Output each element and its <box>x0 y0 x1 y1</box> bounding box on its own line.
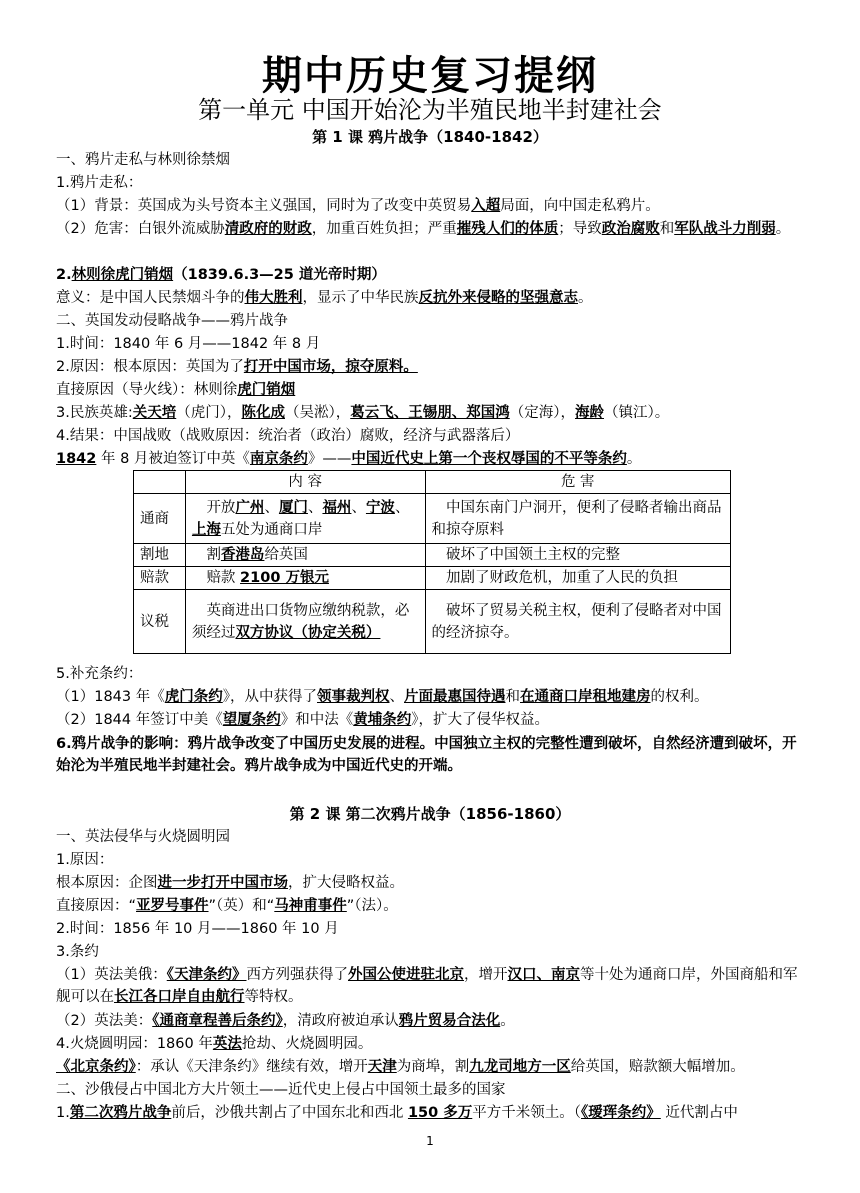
text: ，扩大侵略权益。 <box>288 875 404 891</box>
text: 2. <box>56 267 72 283</box>
text: 、 <box>351 499 366 516</box>
paragraph: 1.原因： <box>56 852 114 868</box>
keyword: 虎门条约 <box>164 689 223 705</box>
keyword: 香港岛 <box>220 547 265 563</box>
keyword: 林则徐虎门销烟 <box>71 267 174 283</box>
text: 、 <box>394 499 410 516</box>
keyword: 反抗外来侵略的坚强意志 <box>418 290 578 306</box>
keyword: 汉口、南京 <box>507 967 580 983</box>
text: 。 <box>626 451 642 467</box>
paragraph <box>56 264 806 286</box>
table-cell: 加剧了财政危机，加重了人民的负担 <box>425 567 730 590</box>
text: 、 <box>389 689 404 705</box>
table-cell: 中国东南门户洞开，便利了侵略者输出商品和掠夺原料 <box>425 494 730 544</box>
keyword: 葛云飞、王锡朋、郑国鸿 <box>350 405 510 421</box>
paragraph <box>56 218 806 240</box>
keyword: 虎门销烟 <box>237 382 296 398</box>
text: 、 <box>264 499 279 516</box>
keyword: 伟大胜利 <box>244 290 303 306</box>
keyword: 中国近代史上第一个丧权辱国的不平等条约 <box>351 451 627 467</box>
text: 根本原因：企图 <box>56 875 158 891</box>
text: ，清政府被迫承认 <box>282 1013 399 1029</box>
section-heading: 一、英法侵华与火烧圆明园 <box>56 829 230 845</box>
paragraph <box>56 686 806 708</box>
text: 年 8 月被迫签订中英《 <box>96 451 250 467</box>
unit-title: 第一单元 中国开始沦为半殖民地半封建社会 <box>198 96 662 124</box>
keyword: 双方协议（协定关税） <box>235 624 381 641</box>
keyword: 《瑷珲条约》 <box>581 1105 661 1121</box>
keyword: 第二次鸦片战争 <box>69 1105 172 1121</box>
paragraph: 4.结果：中国战败（战败原因：统治者（政治）腐败，经济与武器落后） <box>56 428 520 444</box>
text: 》，从中获得了 <box>222 689 317 705</box>
paragraph <box>56 195 806 217</box>
section-heading: 二、沙俄侵占中国北方大片领土——近代史上侵占中国领土最多的国家 <box>56 1082 506 1098</box>
text: ，显示了中华民族 <box>302 290 419 306</box>
table-row <box>134 494 731 544</box>
section-heading: 二、英国发动侵略战争——鸦片战争 <box>56 313 288 329</box>
text: 平方千米领土。（ <box>472 1105 582 1121</box>
keyword: 《天津条约》 <box>166 967 247 983</box>
text: ，加重百姓负担；严重 <box>311 221 457 237</box>
keyword: 2100 万银元 <box>240 570 329 586</box>
table-cell <box>185 590 425 654</box>
keyword: 清政府的财政 <box>224 221 312 237</box>
keyword: 片面最惠国待遇 <box>404 689 506 705</box>
keyword: 上海 <box>191 521 221 538</box>
keyword: 政治腐败 <box>601 221 660 237</box>
table-row <box>134 544 731 567</box>
table-row <box>134 567 731 590</box>
text: 前后，沙俄共割占了中国东北和西北 <box>171 1105 408 1121</box>
keyword: 厦门 <box>278 499 308 516</box>
nanjing-treaty-table <box>133 470 731 654</box>
keyword: 150 多万 <box>407 1105 473 1121</box>
paragraph <box>56 1033 806 1055</box>
text: 抢劫、火烧圆明园。 <box>241 1036 373 1052</box>
text: ：承认《天津条约》继续有效，增开 <box>135 1059 368 1075</box>
text: 西方列强获得了 <box>246 967 348 983</box>
text: 直接原因（导火线）：林则徐 <box>56 382 238 398</box>
table-header-row <box>134 471 731 494</box>
keyword: 黄埔条约 <box>353 712 412 728</box>
text: 局面，向中国走私鸦片。 <box>500 198 660 214</box>
text: ”（法）。 <box>346 898 398 914</box>
keyword: 《北京条约》 <box>56 1059 136 1075</box>
text: 4.火烧圆明园：1860 年 <box>56 1036 213 1052</box>
text: 和 <box>505 689 520 705</box>
paragraph <box>56 356 806 378</box>
text: 近代割占中 <box>660 1105 738 1121</box>
text: ”（英）和“ <box>208 898 275 914</box>
page-number: 1 <box>426 1134 434 1148</box>
keyword: 宁波 <box>365 499 395 516</box>
table-cell: 破坏了中国领土主权的完整 <box>425 544 730 567</box>
text: 。 <box>775 221 791 237</box>
paragraph <box>56 709 806 731</box>
text: 3.民族英雄: <box>56 405 133 421</box>
text: ，增开 <box>463 967 508 983</box>
text: （1839.6.3—25 道光帝时期） <box>173 267 386 283</box>
keyword: 关天培 <box>132 405 177 421</box>
text: （2）危害：白银外流威胁 <box>56 221 225 237</box>
paragraph <box>56 1102 806 1124</box>
paragraph: 1.鸦片走私： <box>56 175 143 191</box>
keyword: 九龙司地方一区 <box>469 1059 571 1075</box>
keyword: 军队战斗力削弱 <box>674 221 776 237</box>
text: 和 <box>659 221 675 237</box>
text: 等十处为通商口岸，外国商船和军舰可以在 <box>56 967 798 1005</box>
paragraph <box>56 1056 806 1078</box>
table-row-label: 议税 <box>134 590 186 654</box>
text: 。 <box>500 1013 515 1029</box>
text: （2）英法美： <box>56 1013 153 1029</box>
keyword: 亚罗号事件 <box>136 898 209 914</box>
text: （1）英法美俄： <box>56 967 167 983</box>
paragraph: 5.补充条约： <box>56 666 143 682</box>
text: 直接原因：“ <box>56 898 137 914</box>
paragraph: 3.条约 <box>56 944 99 960</box>
keyword: 入超 <box>471 198 501 214</box>
text: 赔款 <box>206 570 241 586</box>
paragraph <box>56 1010 806 1032</box>
paragraph <box>56 287 806 309</box>
table-row <box>134 590 731 654</box>
table-cell <box>185 544 425 567</box>
table-header-cell <box>134 471 186 494</box>
table-cell: 破坏了贸易关税主权，便利了侵略者对中国的经济掠夺。 <box>425 590 730 654</box>
text: 等特权。 <box>244 989 303 1005</box>
keyword: 长江各口岸自由航行 <box>114 989 245 1005</box>
keyword: 进一步打开中国市场 <box>157 875 288 891</box>
text: （吴淞）， <box>284 405 351 421</box>
table-header-cell: 内 容 <box>185 471 425 494</box>
text: 。 <box>578 290 593 306</box>
keyword: 海龄 <box>574 405 604 421</box>
text: 开放 <box>206 499 236 516</box>
keyword: 鸦片贸易合法化 <box>398 1013 501 1029</box>
text: 五处为通商口岸 <box>220 521 323 538</box>
text: 2.原因：根本原因：英国为了 <box>56 359 244 375</box>
paragraph <box>56 872 806 894</box>
text: 意义：是中国人民禁烟斗争的 <box>56 290 245 306</box>
lesson-2-title: 第 2 课 第二次鸦片战争（1856-1860） <box>289 805 571 823</box>
table-header-cell: 危 害 <box>425 471 730 494</box>
section-heading: 一、鸦片走私与林则徐禁烟 <box>56 152 230 168</box>
keyword: 陈化成 <box>241 405 285 421</box>
lesson-1-title: 第 1 课 鸦片战争（1840-1842） <box>312 128 548 146</box>
text: （1）背景：英国成为头号资本主义强国，同时为了改变中英贸易 <box>56 198 472 214</box>
table-row-label: 赔款 <box>134 567 186 590</box>
text: （镇江）。 <box>603 405 670 421</box>
text: 为商埠，割 <box>396 1059 470 1075</box>
keyword: 1842 <box>56 451 97 467</box>
keyword: 望厦条约 <box>222 712 281 728</box>
table-row-label: 通商 <box>134 494 186 544</box>
text: 割 <box>206 547 221 563</box>
text: （1）1843 年《 <box>56 689 165 705</box>
keyword: 英法 <box>212 1036 242 1052</box>
text: （定海）， <box>509 405 575 421</box>
text: 给英国，赔款额大幅增加。 <box>570 1059 745 1075</box>
doc-title: 期中历史复习提纲 <box>262 53 598 99</box>
text: （2）1844 年签订中美《 <box>56 712 223 728</box>
text: 英商进出口货物应缴纳税款，必须经过 <box>191 602 410 641</box>
text: 、 <box>307 499 323 516</box>
keyword: 《通商章程善后条约》 <box>152 1013 283 1029</box>
table-cell <box>185 567 425 590</box>
text: 》和中法《 <box>280 712 354 728</box>
paragraph <box>56 964 806 1008</box>
text: 》—— <box>307 451 352 467</box>
text: 给英国 <box>264 547 308 563</box>
paragraph-impact: 6.鸦片战争的影响：鸦片战争改变了中国历史发展的进程。中国独立主权的完整性遭到破坏，自然经济遭到破坏，开始沦为半殖民地半封建社会。鸦片战争成为中国近代史的开端。 <box>56 736 797 774</box>
keyword: 在通商口岸租地建房 <box>520 689 651 705</box>
text: （虎门）， <box>176 405 242 421</box>
keyword: 摧残人们的体质 <box>456 221 559 237</box>
table-cell <box>185 494 425 544</box>
keyword: 打开中国市场，掠夺原料。 <box>243 359 418 375</box>
text: ；导致 <box>558 221 602 237</box>
paragraph <box>56 379 806 401</box>
paragraph: 2.时间：1856 年 10 月——1860 年 10 月 <box>56 921 339 937</box>
keyword: 南京条约 <box>249 451 308 467</box>
table-row-label: 割地 <box>134 544 186 567</box>
keyword: 领事裁判权 <box>317 689 390 705</box>
paragraph: 1.时间：1840 年 6 月——1842 年 8 月 <box>56 336 321 352</box>
paragraph <box>56 402 806 424</box>
text: 1. <box>56 1105 70 1121</box>
keyword: 广州 <box>235 499 265 516</box>
keyword: 外国公使进驻北京 <box>347 967 464 983</box>
text: 的权利。 <box>650 689 709 705</box>
keyword: 马神甫事件 <box>274 898 347 914</box>
text: 》，扩大了侵华权益。 <box>411 712 549 728</box>
keyword: 天津 <box>367 1059 397 1075</box>
paragraph <box>56 895 806 917</box>
paragraph <box>56 448 806 470</box>
keyword: 福州 <box>322 499 352 516</box>
